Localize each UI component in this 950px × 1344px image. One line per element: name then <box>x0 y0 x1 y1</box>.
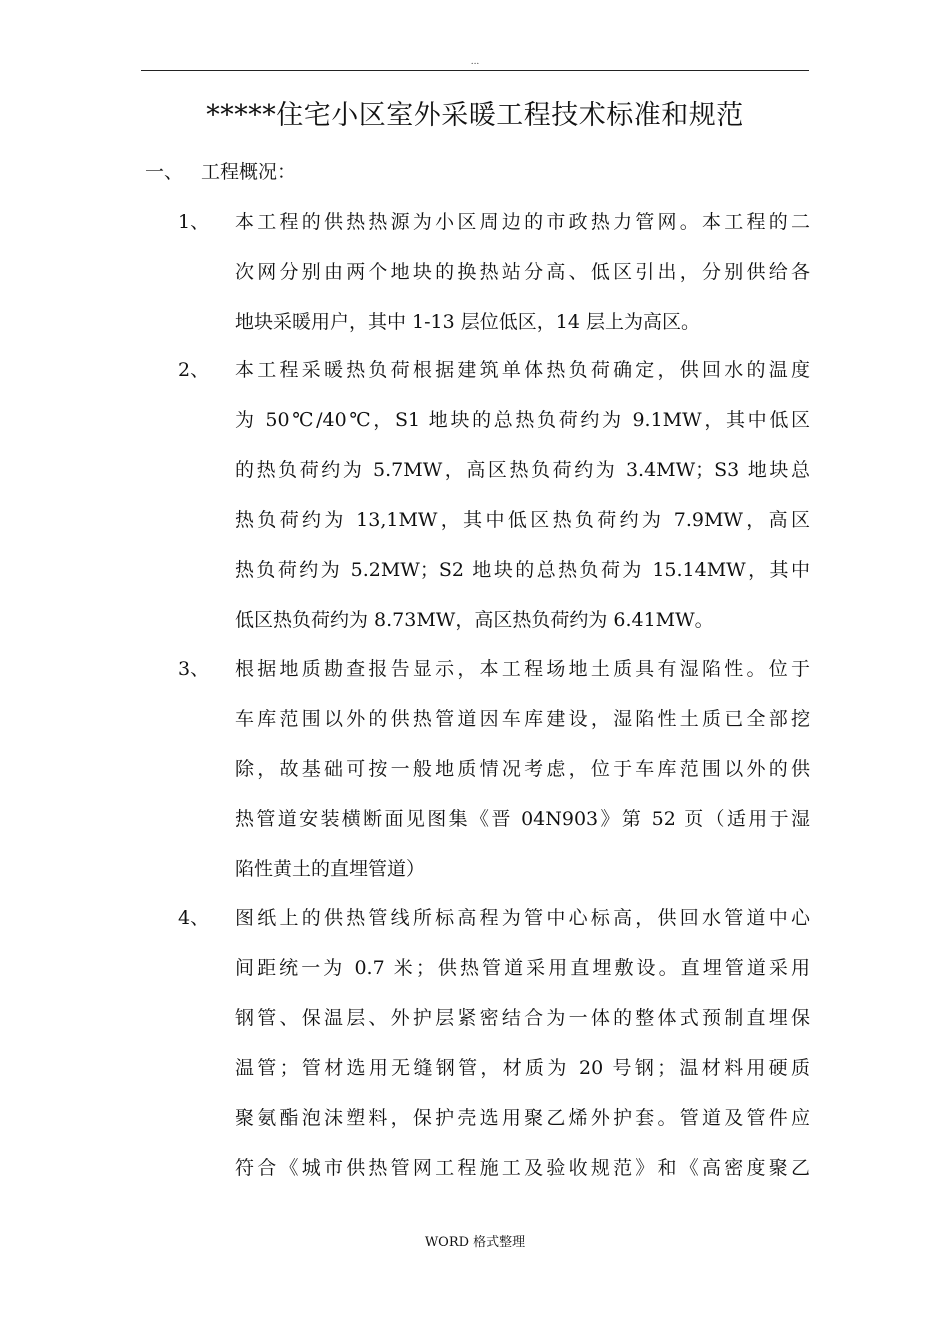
list-item-text <box>235 644 810 894</box>
text-line: 符合《城市供热管网工程施工及验收规范》和《高密度聚乙 <box>235 1157 810 1179</box>
text-line: 温管；管材选用无缝钢管，材质为 20 号钢；温材料用硬质 <box>235 1057 810 1079</box>
text-line: 的热负荷约为 5.7MW，高区热负荷约为 3.4MW；S3 地块总 <box>235 459 810 481</box>
text-line: 钢管、保温层、外护层紧密结合为一体的整体式预制直埋保 <box>235 1007 810 1029</box>
text-line: 地块采暖用户，其中 1-13 层位低区，14 层上为高区。 <box>235 311 700 333</box>
text-line: 聚氨酯泡沫塑料，保护壳选用聚乙烯外护套。管道及管件应 <box>235 1107 810 1129</box>
list-item-text <box>235 345 810 645</box>
text-line: 热负荷约为 5.2MW；S2 地块的总热负荷为 15.14MW，其中 <box>235 559 810 581</box>
text-line: 本工程的供热热源为小区周边的市政热力管网。本工程的二 <box>235 211 810 233</box>
text-line: 为 50℃/40℃，S1 地块的总热负荷约为 9.1MW，其中低区 <box>235 409 810 431</box>
section-heading <box>145 158 296 186</box>
text-line: 除，故基础可按一般地质情况考虑，位于车库范围以外的供 <box>235 758 810 780</box>
text-line: 热管道安装横断面见图集《晋 04N903》第 52 页（适用于湿 <box>235 808 810 830</box>
list-item-text <box>235 197 810 347</box>
header-mark: ... <box>470 57 480 67</box>
section-number: 一、 <box>145 161 184 183</box>
text-line: 次网分别由两个地块的换热站分高、低区引出，分别供给各 <box>235 261 810 283</box>
text-line: 本工程采暖热负荷根据建筑单体热负荷确定，供回水的温度 <box>235 359 810 381</box>
list-item-number: 4、 <box>178 907 210 929</box>
text-line: 根据地质勘查报告显示，本工程场地土质具有湿陷性。位于 <box>235 658 810 680</box>
list-item-number: 3、 <box>178 658 210 680</box>
text-line: 图纸上的供热管线所标高程为管中心标高，供回水管道中心 <box>235 907 810 929</box>
document-title: *****住宅小区室外采暖工程技术标准和规范 <box>206 100 744 131</box>
text-line: 车库范围以外的供热管道因车库建设，湿陷性土质已全部挖 <box>235 708 810 730</box>
text-line: 低区热负荷约为 8.73MW，高区热负荷约为 6.41MW。 <box>235 609 714 631</box>
header-divider <box>141 70 809 71</box>
text-line: 间距统一为 0.7 米；供热管道采用直埋敷设。直埋管道采用 <box>235 957 810 979</box>
list-item-number: 2、 <box>178 359 210 381</box>
text-line: 热负荷约为 13,1MW，其中低区热负荷约为 7.9MW，高区 <box>235 509 810 531</box>
list-item-text <box>235 893 810 1193</box>
section-label: 工程概况： <box>201 161 297 183</box>
page-footer: WORD 格式整理 <box>424 1235 526 1250</box>
list-item-number: 1、 <box>178 211 210 233</box>
text-line: 陷性黄土的直埋管道） <box>235 858 426 880</box>
